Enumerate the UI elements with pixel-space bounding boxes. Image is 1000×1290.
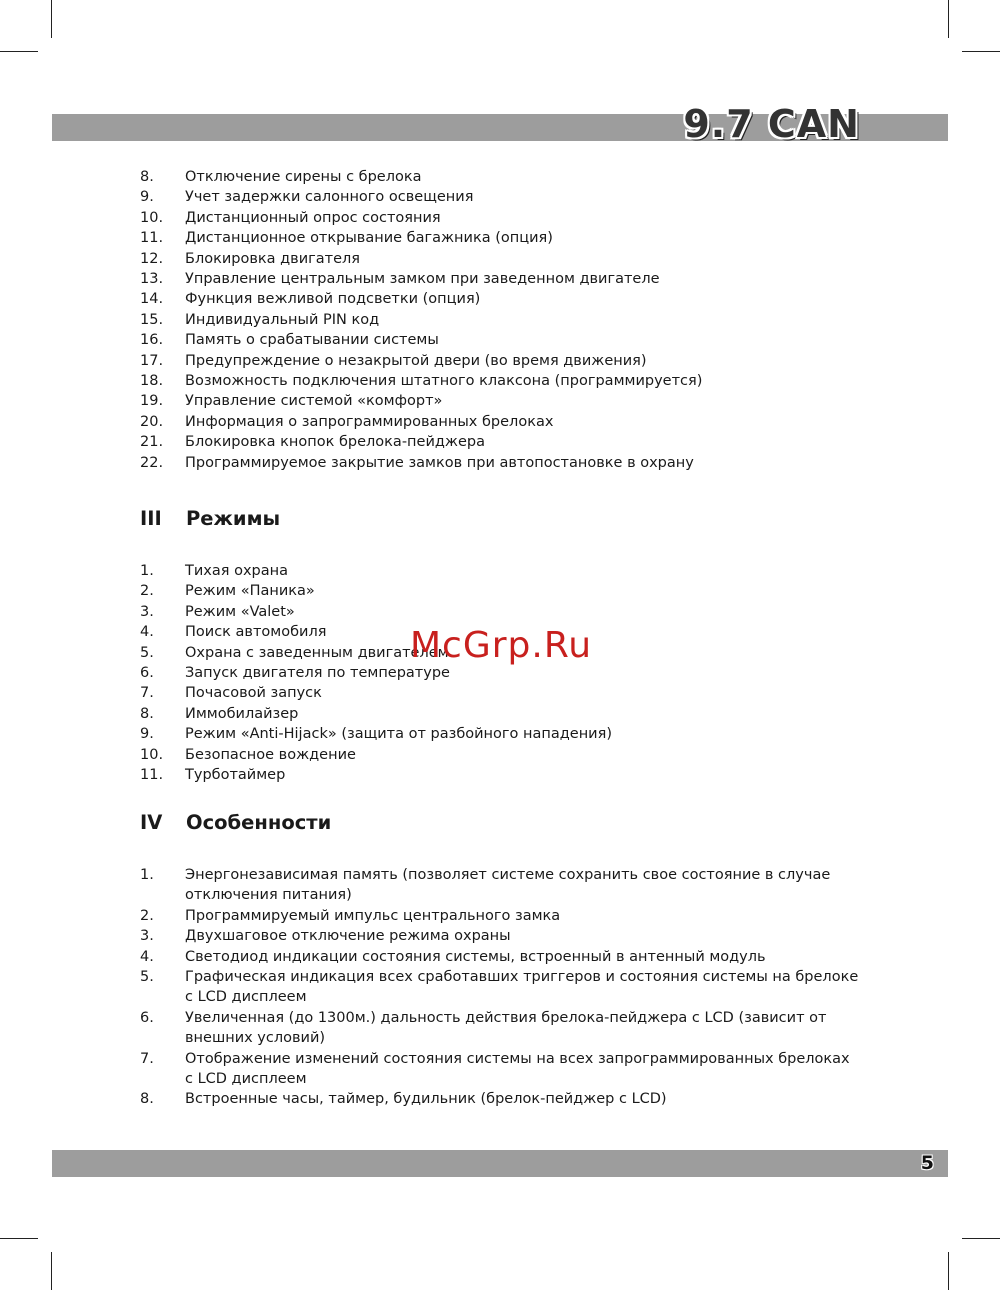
list-item [140, 947, 860, 967]
list-item [140, 310, 860, 330]
list-item [140, 167, 860, 187]
item-text: Индивидуальный PIN код [185, 311, 380, 328]
functions-list [140, 167, 860, 473]
item-text: Информация о запрограммированных брелоках [185, 413, 554, 430]
item-number: 1. [140, 563, 154, 579]
page-number: 5 [920, 1152, 934, 1174]
item-number: 3. [140, 928, 154, 945]
section-heading-features [140, 811, 331, 835]
list-item [140, 581, 860, 601]
item-number: 3. [140, 603, 154, 620]
item-text: Дистанционное открывание багажника (опция) [185, 230, 553, 247]
item-text: Безопасное вождение [185, 746, 356, 763]
features-list [140, 865, 860, 1110]
item-text: Почасовой запуск [185, 685, 322, 702]
crop-mark [948, 0, 949, 38]
item-text: Увеличенная (до 1300м.) дальность действия брелока-пейджера с LCD (зависит от внешних условий) [185, 1009, 827, 1047]
item-number: 19. [140, 393, 164, 410]
list-item [140, 208, 860, 228]
item-text: Встроенные часы, таймер, будильник (брелок-пейджер с LCD) [185, 1091, 667, 1108]
item-number: 1. [140, 867, 154, 883]
list-item [140, 906, 860, 926]
list-item [140, 1008, 860, 1049]
item-text: Турботаймер [185, 767, 286, 784]
item-text: Возможность подключения штатного клаксона (программируется) [185, 373, 703, 390]
item-number: 8. [140, 169, 154, 185]
modes-list [140, 561, 860, 785]
section-title: Режимы [186, 507, 281, 530]
crop-mark [0, 1238, 38, 1239]
list-item [140, 724, 860, 744]
section-title: Особенности [186, 811, 332, 834]
item-number: 22. [140, 454, 164, 471]
list-item [140, 1049, 860, 1090]
list-item [140, 187, 860, 207]
crop-mark [948, 1252, 949, 1290]
item-number: 6. [140, 665, 154, 682]
item-number: 14. [140, 291, 164, 308]
crop-mark [51, 1252, 52, 1290]
item-text: Иммобилайзер [185, 705, 299, 722]
list-item [140, 602, 860, 622]
list-item [140, 926, 860, 946]
item-number: 4. [140, 948, 154, 965]
item-number: 5. [140, 644, 154, 661]
item-text: Учет задержки салонного освещения [185, 189, 474, 206]
item-text: Управление системой «комфорт» [185, 393, 443, 410]
section-number: IV [140, 811, 163, 834]
item-number: 7. [140, 685, 154, 702]
item-number: 7. [140, 1050, 154, 1067]
item-text: Энергонезависимая память (позволяет системе сохранить свое состояние в случае отключения питания) [185, 867, 831, 904]
item-text: Графическая индикация всех сработавших триггеров и состояния системы на брелоке с LCD дисплеем [185, 969, 859, 1006]
list-item [140, 765, 860, 785]
item-text: Тихая охрана [185, 563, 288, 579]
item-text: Двухшаговое отключение режима охраны [185, 928, 511, 945]
item-text: Блокировка кнопок брелока-пейджера [185, 434, 485, 451]
list-item [140, 432, 860, 452]
item-number: 9. [140, 189, 154, 206]
list-item [140, 453, 860, 473]
item-number: 11. [140, 230, 164, 247]
list-item [140, 683, 860, 703]
item-number: 18. [140, 373, 164, 390]
item-number: 13. [140, 271, 164, 288]
item-number: 15. [140, 311, 164, 328]
item-number: 10. [140, 746, 164, 763]
list-item [140, 330, 860, 350]
item-text: Программируемый импульс центрального замка [185, 907, 561, 924]
list-item [140, 865, 860, 906]
item-text: Память о срабатывании системы [185, 332, 439, 349]
item-number: 20. [140, 413, 164, 430]
list-item [140, 967, 860, 1008]
crop-mark [51, 0, 52, 38]
item-number: 11. [140, 767, 164, 784]
item-text: Поиск автомобиля [185, 624, 327, 641]
item-number: 2. [140, 583, 154, 600]
item-number: 9. [140, 726, 154, 743]
list-item [140, 1089, 860, 1109]
item-text: Программируемое закрытие замков при автопостановке в охрану [185, 454, 694, 471]
list-item [140, 289, 860, 309]
item-number: 2. [140, 907, 154, 924]
watermark: McGrp.Ru [410, 625, 593, 666]
list-item [140, 351, 860, 371]
item-text: Предупреждение о незакрытой двери (во время движения) [185, 352, 647, 369]
list-item [140, 704, 860, 724]
item-number: 6. [140, 1009, 154, 1026]
item-text: Дистанционный опрос состояния [185, 209, 441, 226]
item-text: Светодиод индикации состояния системы, встроенный в антенный модуль [185, 948, 766, 965]
list-item [140, 391, 860, 411]
item-number: 10. [140, 209, 164, 226]
item-text: Отключение сирены с брелока [185, 169, 422, 185]
list-item [140, 745, 860, 765]
crop-mark [962, 51, 1000, 52]
item-text: Запуск двигателя по температуре [185, 665, 450, 682]
crop-mark [962, 1238, 1000, 1239]
item-text: Блокировка двигателя [185, 250, 360, 267]
model-title: 9.7 CAN [683, 102, 860, 146]
item-text: Охрана с заведенным двигателем [185, 644, 449, 661]
list-item [140, 412, 860, 432]
list-item [140, 249, 860, 269]
list-item [140, 228, 860, 248]
item-text: Режим «Паника» [185, 583, 315, 600]
item-number: 8. [140, 705, 154, 722]
item-number: 4. [140, 624, 154, 641]
footer-bar [52, 1150, 948, 1177]
list-item [140, 269, 860, 289]
section-heading-modes [140, 507, 280, 531]
item-number: 5. [140, 969, 154, 986]
item-number: 17. [140, 352, 164, 369]
item-text: Функция вежливой подсветки (опция) [185, 291, 481, 308]
crop-mark [0, 51, 38, 52]
item-number: 12. [140, 250, 164, 267]
item-text: Управление центральным замком при заведенном двигателе [185, 271, 660, 288]
item-number: 21. [140, 434, 164, 451]
item-text: Режим «Anti-Hijack» (защита от разбойного нападения) [185, 726, 612, 743]
section-number: III [140, 507, 162, 530]
item-text: Отображение изменений состояния системы на всех запрограммированных брелоках с LCD дисплеем [185, 1050, 850, 1088]
item-text: Режим «Valet» [185, 603, 295, 620]
list-item [140, 561, 860, 581]
item-number: 8. [140, 1091, 154, 1108]
item-number: 16. [140, 332, 164, 349]
list-item [140, 371, 860, 391]
